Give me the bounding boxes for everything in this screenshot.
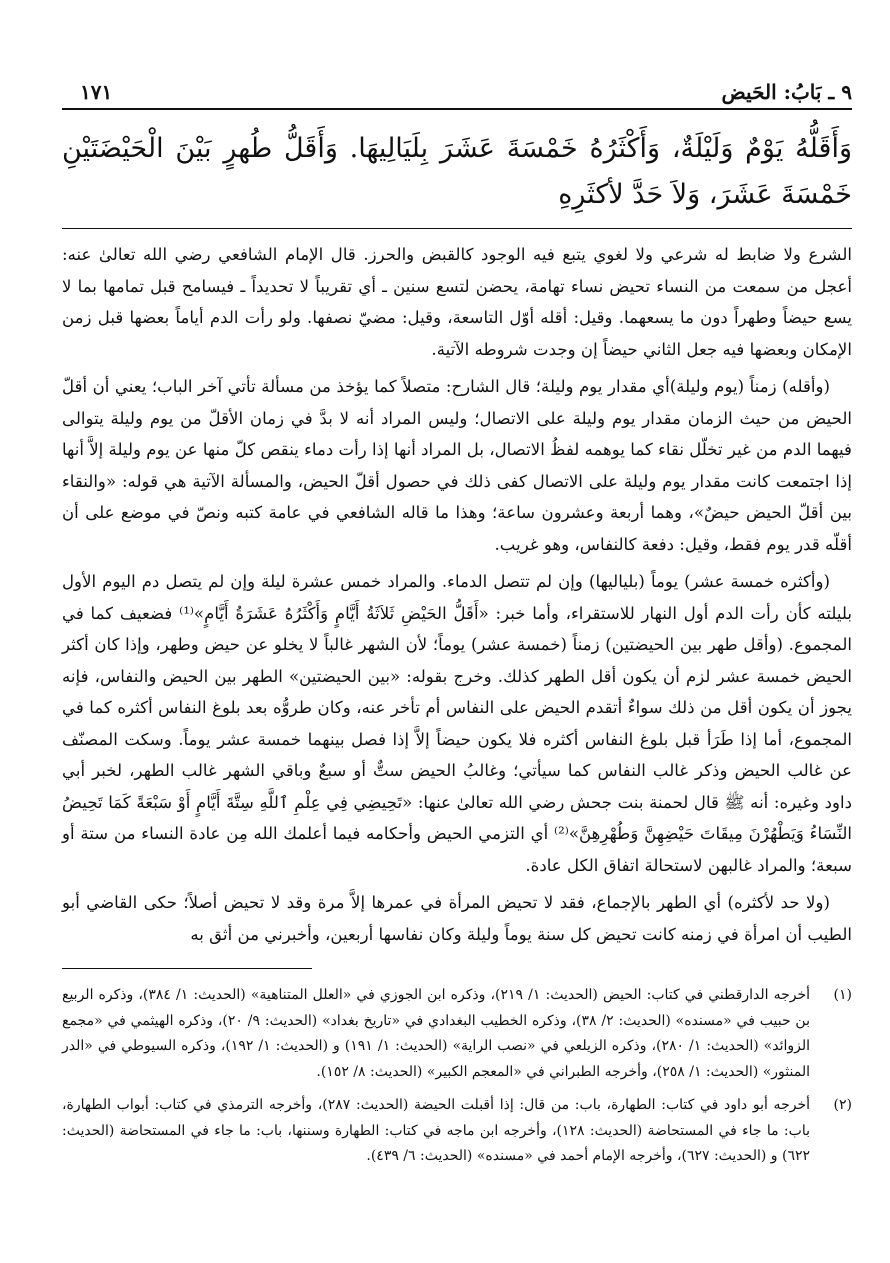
book-page	[62, 70, 852, 1178]
commentary	[62, 239, 852, 950]
commentary-paragraph: الشرع ولا ضابط له شرعي ولا لغوي يتبع فيه الوجود كالقبض والحرز. قال الإمام الشافعي رضي الله تعالىٰ عنه: أعجل من سمعت من النساء تحيض نساء تهامة، يحضن لتسع سنين ـ أي تقريباً لا تحديداً ـ فيسامح قبل تمامها بما لا يسع حيضاً وطهراً دون ما يسعهما. وقيل: أقله أوّل التاسعة، وقيل: مضيّ نصفها. ولو رأت الدم أياماً بعضها قبل زمن الإمكان وبعضها فيه جعل الثاني حيضاً إن وجدت شروطه الآتية.	[62, 245, 852, 359]
chapter-title: ٩ ـ بَابُ: الحَيض	[721, 80, 852, 104]
footnote-divider	[62, 968, 312, 969]
footnotes	[62, 983, 852, 1170]
commentary-paragraph: (وأكثره خمسة عشر) يوماً (بلياليها) وإن لم تتصل الدماء. والمراد خمس عشرة ليلة وإن لم يتصل دم اليوم الأول بليلته كأن رأت الدم أول النهار للاستقراء، وأما خبر: «أَقَلُّ الحَيْضِ ثَلاَثَةُ أَيَّامٍ وَأَكْثَرُهُ عَشَرَةُ أَيَّامٍ»⁽¹⁾ فضعيف كما في المجموع. (وأقل طهر بين الحيضتين) زمناً (خمسة عشر) يوماً؛ لأن الشهر غالباً لا يخلو عن حيض وطهر، وإذا كان أكثر الحيض خمسة عشر لزم أن يكون أقل الطهر كذلك. وخرج بقوله: «بين الحيضتين» الطهر بين الحيض والنفاس، فإنه يجوز أن يكون أقل من ذلك سواءٌ أتقدم الحيض على النفاس أم تأخر عنه، وكان طروُّه بعد بلوغ النفاس أكثره كما في المجموع، أما إذا طَرَأ قبل بلوغ النفاس أكثره فلا يكون حيضاً إلاَّ إذا فصل بينهما خمسة عشر يوماً. وسكت المصنّف عن غالب الحيض وذكر غالب النفاس كما سيأتي؛ وغالبُ الحيض ستٌّ أو سبعٌ وباقي الشهر غالب الطهر، لخبر أبي داود وغيره: أنه ﷺ قال لحمنة بنت جحش رضي الله تعالىٰ عنها: «تَحِيضِي فِي عِلْمِ ٱللَّهِ سِتَّةَ أَيَّامٍ أَوْ سَبْعَةً كَمَا تَحِيضُ النِّسَاءُ وَيَطْهُرْنَ مِيقَاتَ حَيْضِهِنَّ وَطُهْرِهِنَّ»⁽²⁾ أي التزمي الحيض وأحكامه فيما أعلمك الله مِن عادة النساء من ستة أو سبعة؛ والمراد غالبهن لاستحالة اتفاق الكل عادة.	[62, 572, 852, 875]
footnote-number: (٢)	[833, 1097, 852, 1113]
matn-divider	[62, 228, 852, 229]
footnote-number: (١)	[833, 987, 852, 1003]
page-number: ١٧١	[80, 80, 113, 104]
commentary-paragraph: (ولا حد لأكثره) أي الطهر بالإجماع، فقد لا تحيض المرأة في عمرها إلاَّ مرة وقد لا تحيض أصلاً؛ حكى القاضي أبو الطيب أن امرأة في زمنه كانت تحيض كل سنة يوماً وليلة وكان نفاسها أربعين، وأخبرني من أثق به	[62, 893, 852, 944]
commentary-paragraph: (وأقله) زمناً (يوم وليلة)أي مقدار يوم وليلة؛ قال الشارح: متصلاً كما يؤخذ من مسألة تأتي آخر الباب؛ يعني أن أقلّ الحيض من حيث الزمان مقدار يوم وليلة على الاتصال؛ وليس المراد أنه لا بدَّ في زمان الأقلّ من يوم وليلة يتوالى فيهما الدم من غير تخلّل نقاء كما يوهمه لفظُ الاتصال، بل المراد أنها إذا رأت دماء ينقص كلّ منها عن يوم وليلة إلاَّ أنها إذا اجتمعت كانت مقدار يوم وليلة على الاتصال كفى ذلك في حصول أقلّ الحيض، والمسألة الآتية هي قوله: «والنقاء بين أقلّ الحيض حيضٌ»، وهما أربعة وعشرون ساعة؛ وهذا ما قاله الشافعي في عامة كتبه ونصّ في موضع على أن أقلّه قدر يوم فقط، وقيل: دفعة كالنفاس، وهو غريب.	[62, 377, 852, 554]
footnote-text: أخرجه أبو داود في كتاب: الطهارة، باب: من قال: إذا أقبلت الحيضة (الحديث: ٢٨٧)، وأخرجه الترمذي في كتاب: أبواب الطهارة، باب: ما جاء في المستحاضة (الحديث: ١٢٨)، وأخرجه ابن ماجه في كتاب: الطهارة وسننها، باب: ما جاء في المستحاضة (الحديث: ٦٢٢) و (الحديث: ٦٢٧)، وأخرجه الإمام أحمد في «مسنده» (الحديث: ٦/ ٤٣٩).	[62, 1097, 810, 1164]
footnote	[62, 983, 852, 1085]
footnote-text: أخرجه الدارقطني في كتاب: الحيض (الحديث: ١/ ٢١٩)، وذكره ابن الجوزي في «العلل المتناهية» (الحديث: ١/ ٣٨٤)، وذكره الربيع بن حبيب في «مسنده» (الحديث: ٢/ ٣٨)، وذكره الخطيب البغدادي في «تاريخ بغداد» (الحديث: ٩/ ٢٠)، وذكره الهيثمي في «مجمع الزوائد» (الحديث: ١/ ٢٨٠)، وذكره الزيلعي في «نصب الراية» (الحديث: ١/ ١٩١) و (الحديث: ١/ ١٩٢)، وذكره السيوطي في «الدر المنثور» (الحديث: ١/ ٢٥٨)، وأخرجه الطبراني في «المعجم الكبير» (الحديث: ٨/ ١٥٢).	[62, 987, 811, 1080]
running-header	[62, 70, 852, 110]
matn-text: وَأَقَلُّهُ يَوْمٌ وَلَيْلَةٌ، وَأَكْثَرُهُ خَمْسَةَ عَشَرَ بِلَيَالِيهَا. وَأَقَلُّ طُهرٍ بَيْنَ الْحَيْضَتَيْنِ خَمْسَةَ عَشَرَ، وَلاَ حَدَّ لأكثَرِهِ	[62, 133, 852, 210]
footnote	[62, 1093, 852, 1170]
